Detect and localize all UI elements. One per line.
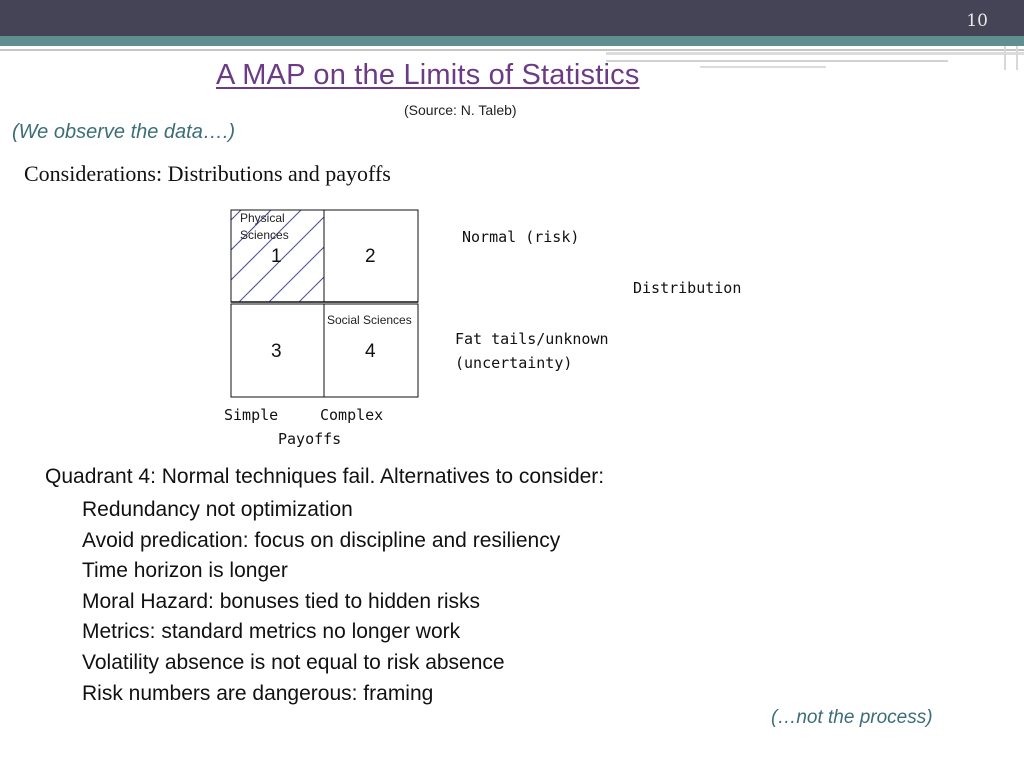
quadrant-4-heading: Quadrant 4: Normal techniques fail. Alternatives to consider: <box>45 465 605 488</box>
list-item: Moral Hazard: bonuses tied to hidden risks <box>82 589 481 613</box>
fat-tails-line1: Fat tails/unknown <box>455 330 609 348</box>
physical-sciences-tag <box>240 210 289 244</box>
alternatives-list <box>82 495 560 709</box>
simple-column-label: Simple <box>224 406 279 424</box>
normal-risk-label: Normal (risk) <box>462 228 580 246</box>
physical-sciences-line1: Physical <box>240 211 285 225</box>
header-stripe <box>606 52 1024 55</box>
slide-top-bar <box>0 0 1024 36</box>
quadrant-2-number: 2 <box>365 246 376 267</box>
header-stripe <box>606 60 948 62</box>
fat-tails-line2: (uncertainty) <box>455 354 573 372</box>
list-item: Avoid predication: focus on discipline and resiliency <box>82 528 561 552</box>
quadrant-1-number: 1 <box>271 246 282 267</box>
complex-column-label: Complex <box>320 406 384 424</box>
physical-sciences-line2: Sciences <box>240 228 289 242</box>
source-citation: (Source: N. Taleb) <box>404 102 517 118</box>
list-item: Time horizon is longer <box>82 559 288 583</box>
header-vertical-stripe <box>1004 46 1006 70</box>
list-item: Redundancy not optimization <box>82 498 353 521</box>
not-the-process-note: (…not the process) <box>771 707 933 728</box>
fat-tails-label <box>455 327 609 375</box>
quadrant-4-number: 4 <box>365 341 376 362</box>
payoffs-axis-label: Payoffs <box>278 430 342 448</box>
slide-number: 10 <box>966 11 988 31</box>
list-item: Metrics: standard metrics no longer work <box>82 620 461 644</box>
distribution-axis-label: Distribution <box>633 279 742 297</box>
list-item: Volatility absence is not equal to risk absence <box>82 650 505 674</box>
header-vertical-stripe <box>1016 46 1018 70</box>
observe-data-note: (We observe the data….) <box>12 121 236 143</box>
slide-title: A MAP on the Limits of Statistics <box>216 59 640 91</box>
header-stripe <box>700 66 826 68</box>
social-sciences-tag: Social Sciences <box>327 313 412 327</box>
list-item: Risk numbers are dangerous: framing <box>82 681 434 705</box>
header-stripe <box>0 49 1024 51</box>
slide-teal-band <box>0 36 1024 46</box>
quadrant-3-number: 3 <box>271 341 282 362</box>
considerations-text: Considerations: Distributions and payoffs <box>24 161 391 186</box>
